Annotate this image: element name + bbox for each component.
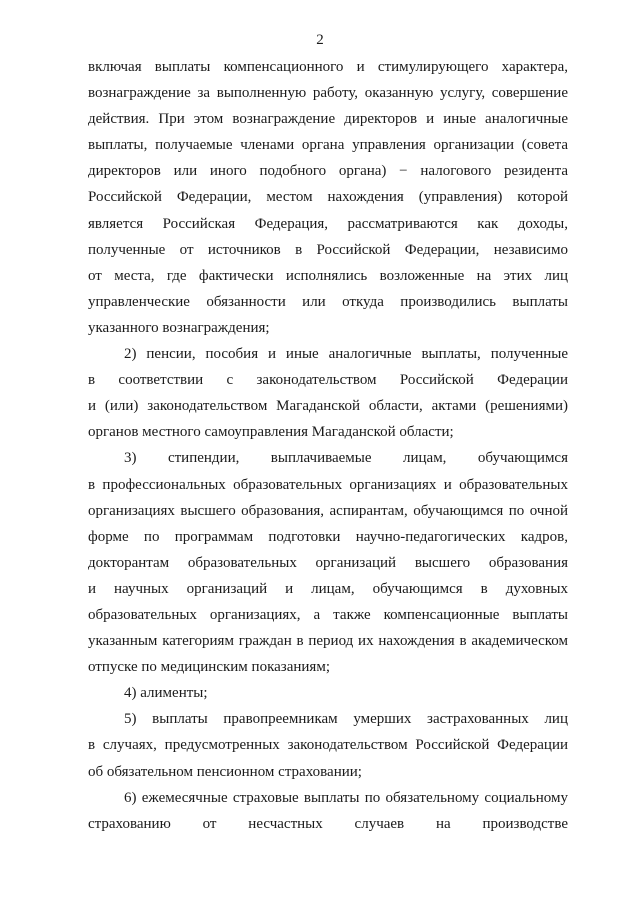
text-line: Российской Федерации, местом нахождения (управления) которой (88, 189, 568, 206)
paragraph-continuation (88, 54, 568, 341)
paragraph-item-2 (88, 341, 568, 445)
text-line: и научных организаций и лицам, обучающимся в духовных (88, 580, 568, 597)
text-line: от места, где фактически исполнялись возложенные на этих лиц (88, 267, 568, 284)
text-line: и (или) законодательством Магаданской области, актами (решениями) (88, 398, 568, 415)
text-line: является Российская Федерация, рассматриваются как доходы, (88, 215, 568, 232)
text-line: образовательных организациях, а также компенсационные выплаты (88, 606, 568, 623)
page-number: 2 (316, 32, 324, 48)
text-line: в соответствии с законодательством Российской Федерации (88, 372, 568, 389)
text-line: докторантам образовательных организаций высшего образования (88, 554, 568, 571)
text-line: управленческие обязанности или откуда производились выплаты (88, 293, 568, 310)
paragraph-item-3 (88, 445, 568, 680)
text-line: указанного вознаграждения; (88, 319, 270, 336)
text-line: полученные от источников в Российской Федерации, независимо (88, 241, 568, 258)
text-line: 2) пенсии, пособия и иные аналогичные выплаты, полученные (124, 346, 568, 363)
text-line: вознаграждение за выполненную работу, оказанную услугу, совершение (88, 85, 568, 102)
text-line: страхованию от несчастных случаев на производстве (88, 815, 568, 832)
text-line: выплаты, получаемые членами органа управления организации (совета (88, 137, 568, 154)
text-line: 3) стипендии, выплачиваемые лицам, обучающимся (124, 450, 568, 467)
text-line: в профессиональных образовательных организациях и образовательных (88, 476, 568, 493)
text-line: действия. При этом вознаграждение директоров и иные аналогичные (88, 111, 568, 128)
text-line: в случаях, предусмотренных законодательством Российской Федерации (88, 737, 568, 754)
text-line: отпуске по медицинским показаниям; (88, 659, 330, 676)
paragraph-item-4 (88, 680, 568, 706)
text-line: включая выплаты компенсационного и стимулирующего характера, (88, 59, 568, 75)
text-line: указанным категориям граждан в период их нахождения в академическом (88, 633, 568, 650)
text-line: 6) ежемесячные страховые выплаты по обязательному социальному (124, 789, 568, 806)
text-line: об обязательном пенсионном страховании; (88, 763, 362, 780)
document-body (88, 54, 568, 837)
text-line: органов местного самоуправления Магаданской области; (88, 424, 454, 441)
paragraph-item-5 (88, 706, 568, 784)
text-line: директоров или иного подобного органа) − налогового резидента (88, 163, 568, 180)
text-line: 5) выплаты правопреемникам умерших застрахованных лиц (124, 711, 568, 728)
text-line: организациях высшего образования, аспирантам, обучающимся по очной (88, 502, 568, 519)
text-line: форме по программам подготовки научно-педагогических кадров, (88, 528, 568, 545)
text-line: 4) алименты; (124, 685, 208, 702)
paragraph-item-6 (88, 785, 568, 837)
